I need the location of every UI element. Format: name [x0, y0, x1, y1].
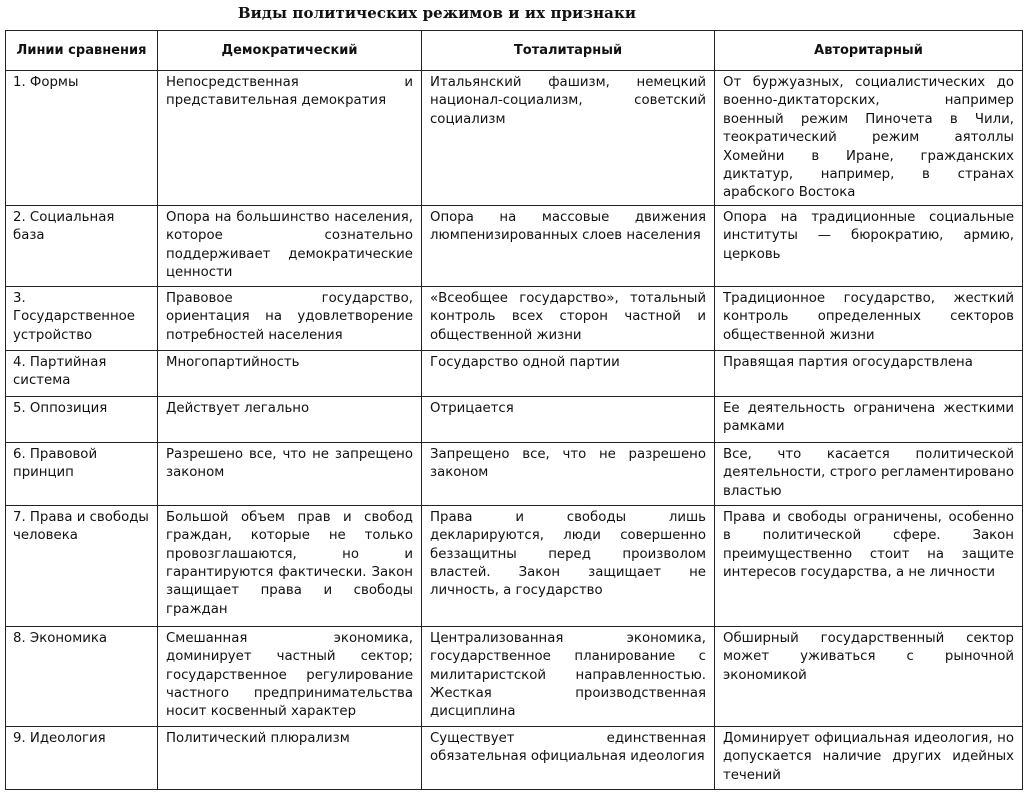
authoritarian-cell: Обширный государственный сектор может уживаться с рыночной экономикой	[715, 626, 1023, 726]
democratic-cell: Непосредственная и представительная демократия	[158, 71, 422, 206]
table-row	[6, 726, 1023, 789]
democratic-cell: Большой объем прав и свобод граждан, которые не только провозглашаются, но и гарантируются фактически. Закон защищает права и свободы граждан	[158, 505, 422, 626]
row-label: 3. Государственное устройство	[6, 286, 158, 350]
table-row	[6, 286, 1023, 350]
header-totalitarian: Тоталитарный	[422, 31, 715, 71]
row-label: 4. Партийная система	[6, 350, 158, 396]
authoritarian-cell: Правящая партия огосударствлена	[715, 350, 1023, 396]
table-row	[6, 442, 1023, 505]
democratic-cell: Правовое государство, ориентация на удовлетворение потребностей населения	[158, 286, 422, 350]
democratic-cell: Разрешено все, что не запрещено законом	[158, 442, 422, 505]
header-authoritarian: Авторитарный	[715, 31, 1023, 71]
authoritarian-cell: Права и свободы ограничены, особенно в политической сфере. Закон преимущественно стоит на защите интересов государства, а не личности	[715, 505, 1023, 626]
authoritarian-cell: Ее деятельность ограничена жесткими рамками	[715, 396, 1023, 442]
authoritarian-cell: Все, что касается политической деятельности, строго регламентировано властью	[715, 442, 1023, 505]
page-title: Виды политических режимов и их признаки	[237, 4, 637, 22]
authoritarian-cell: От буржуазных, социалистических до военно-диктаторских, например военный режим Пиночета в Чили, теократический режим аятоллы Хомейни в Иране, гражданских диктатур, например, в странах арабского Востока	[715, 71, 1023, 206]
democratic-cell: Смешанная экономика, доминирует частный сектор; государственное регулирование частного предпринимательства носит косвенный характер	[158, 626, 422, 726]
democratic-cell: Многопартийность	[158, 350, 422, 396]
democratic-cell: Действует легально	[158, 396, 422, 442]
table-row	[6, 505, 1023, 626]
totalitarian-cell: Права и свободы лишь декларируются, люди совершенно беззащитны перед произволом властей. Закон защищает не личность, а государство	[422, 505, 715, 626]
totalitarian-cell: Итальянский фашизм, немецкий национал-социализм, советский социализм	[422, 71, 715, 206]
table-row	[6, 350, 1023, 396]
header-comparison-lines: Линии сравнения	[6, 31, 158, 71]
row-label: 1. Формы	[6, 71, 158, 206]
table-row	[6, 205, 1023, 286]
totalitarian-cell: «Всеобщее государство», тотальный контроль всех сторон частной и общественной жизни	[422, 286, 715, 350]
row-label: 7. Права и свободы человека	[6, 505, 158, 626]
democratic-cell: Политический плюрализм	[158, 726, 422, 789]
authoritarian-cell: Традиционное государство, жесткий контроль определенных секторов общественной жизни	[715, 286, 1023, 350]
totalitarian-cell: Запрещено все, что не разрешено законом	[422, 442, 715, 505]
row-label: 5. Оппозиция	[6, 396, 158, 442]
totalitarian-cell: Опора на массовые движения люмпенизированных слоев населения	[422, 205, 715, 286]
header-democratic: Демократический	[158, 31, 422, 71]
row-label: 8. Экономика	[6, 626, 158, 726]
row-label: 2. Социальная база	[6, 205, 158, 286]
row-label: 9. Идеология	[6, 726, 158, 789]
table-row	[6, 626, 1023, 726]
totalitarian-cell: Отрицается	[422, 396, 715, 442]
totalitarian-cell: Существует единственная обязательная официальная идеология	[422, 726, 715, 789]
totalitarian-cell: Централизованная экономика, государственное планирование с милитаристской направленностью. Жесткая производственная дисциплина	[422, 626, 715, 726]
democratic-cell: Опора на большинство населения, которое сознательно поддерживает демократические ценности	[158, 205, 422, 286]
comparison-table	[5, 30, 1023, 790]
header-row	[6, 31, 1023, 71]
authoritarian-cell: Опора на традиционные социальные институты — бюрократию, армию, церковь	[715, 205, 1023, 286]
row-label: 6. Правовой принцип	[6, 442, 158, 505]
table-row	[6, 396, 1023, 442]
totalitarian-cell: Государство одной партии	[422, 350, 715, 396]
table-row	[6, 71, 1023, 206]
authoritarian-cell: Доминирует официальная идеология, но допускается наличие других идейных течений	[715, 726, 1023, 789]
